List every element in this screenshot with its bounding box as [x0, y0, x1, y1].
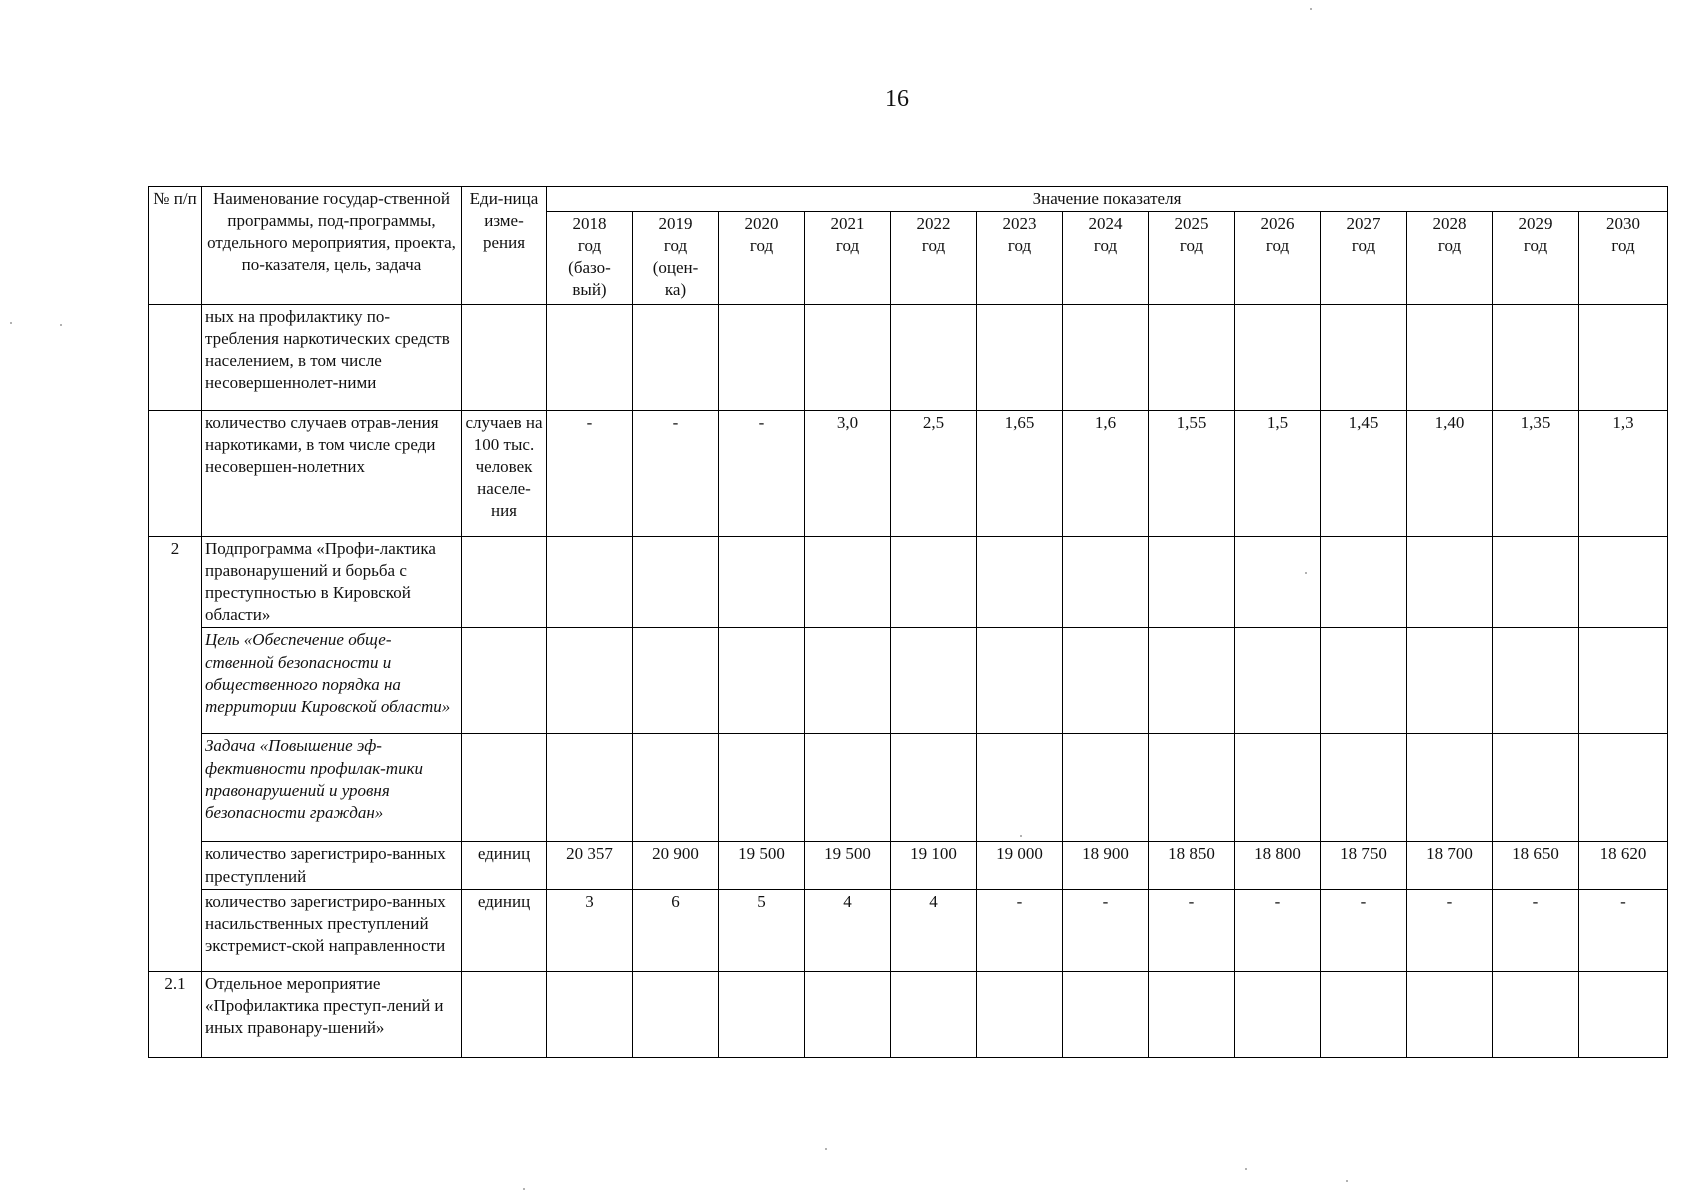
row-value: 4 — [891, 889, 977, 971]
row-value — [805, 628, 891, 734]
row-value: 18 800 — [1235, 842, 1321, 889]
row-name: количество зарегистриро-ванных преступлений — [202, 842, 462, 889]
scan-speck — [1245, 1168, 1247, 1170]
row-value — [805, 971, 891, 1057]
row-number: 2 — [149, 537, 202, 972]
scan-speck — [1310, 8, 1312, 10]
indicators-table — [148, 186, 1668, 1058]
row-value — [1235, 537, 1321, 628]
row-value — [1063, 537, 1149, 628]
row-value — [1063, 971, 1149, 1057]
row-value — [1493, 628, 1579, 734]
row-value — [891, 537, 977, 628]
header-year-line: год — [663, 236, 688, 256]
row-value: 18 650 — [1493, 842, 1579, 889]
row-value: 19 500 — [719, 842, 805, 889]
row-value: 18 900 — [1063, 842, 1149, 889]
row-value — [891, 971, 977, 1057]
header-year-line: 2029 — [1518, 214, 1553, 234]
row-value — [1321, 628, 1407, 734]
row-unit — [462, 734, 547, 842]
header-year-line: вый) — [572, 280, 607, 300]
header-year-line: (оцен- — [652, 258, 699, 278]
row-value — [719, 734, 805, 842]
header-year — [633, 212, 719, 305]
row-value — [1407, 734, 1493, 842]
row-value: 1,6 — [1063, 411, 1149, 537]
row-value: 1,35 — [1493, 411, 1579, 537]
page-number: 16 — [885, 86, 909, 112]
header-year-line: год — [1179, 236, 1204, 256]
row-value: - — [719, 411, 805, 537]
row-value — [1063, 305, 1149, 411]
row-number — [149, 411, 202, 537]
row-value — [1235, 734, 1321, 842]
row-name: Отдельное мероприятие «Профилактика преступ-лений и иных правонару-шений» — [202, 971, 462, 1057]
row-value: 18 620 — [1579, 842, 1668, 889]
table-row — [149, 734, 1668, 842]
row-value: 1,55 — [1149, 411, 1235, 537]
row-value — [633, 734, 719, 842]
scan-speck — [1305, 572, 1307, 574]
row-value — [1493, 537, 1579, 628]
row-value: 4 — [805, 889, 891, 971]
header-year-line: год — [921, 236, 946, 256]
table-header — [149, 187, 1668, 305]
row-value: 20 900 — [633, 842, 719, 889]
row-value — [891, 628, 977, 734]
header-year — [1063, 212, 1149, 305]
row-value: - — [1493, 889, 1579, 971]
row-unit — [462, 971, 547, 1057]
header-year-line: 2020 — [744, 214, 779, 234]
header-year-line: год — [1007, 236, 1032, 256]
row-value: 3 — [547, 889, 633, 971]
header-year-line: (базо- — [568, 258, 611, 278]
header-year-line: год — [749, 236, 774, 256]
row-value — [1149, 628, 1235, 734]
scan-speck — [60, 324, 62, 326]
header-year-line: 2019 — [658, 214, 693, 234]
row-value: - — [1321, 889, 1407, 971]
header-year-line: год — [1523, 236, 1548, 256]
row-value: - — [977, 889, 1063, 971]
header-year — [1579, 212, 1668, 305]
row-value — [1321, 537, 1407, 628]
row-value — [1579, 734, 1668, 842]
header-year — [547, 212, 633, 305]
row-value — [1407, 628, 1493, 734]
row-value — [1063, 628, 1149, 734]
header-year-line: год — [1351, 236, 1376, 256]
header-year-line: 2021 — [830, 214, 865, 234]
row-unit — [462, 628, 547, 734]
table-row — [149, 842, 1668, 889]
row-value — [1493, 305, 1579, 411]
header-year — [891, 212, 977, 305]
scan-speck — [10, 322, 12, 324]
scan-speck — [523, 1188, 525, 1190]
row-name: Цель «Обеспечение обще-ственной безопасности и общественного порядка на территории Кировской области» — [202, 628, 462, 734]
header-value-group: Значение показателя — [547, 187, 1668, 212]
header-year — [1321, 212, 1407, 305]
header-year — [1235, 212, 1321, 305]
row-value — [805, 537, 891, 628]
scan-speck — [1346, 1180, 1348, 1182]
row-value — [1579, 537, 1668, 628]
header-year-line: 2027 — [1346, 214, 1381, 234]
row-value: 19 000 — [977, 842, 1063, 889]
row-value — [1321, 305, 1407, 411]
table-body — [149, 305, 1668, 1058]
row-value — [1063, 734, 1149, 842]
row-value — [1149, 305, 1235, 411]
header-year — [1407, 212, 1493, 305]
header-name: Наименование государ-ственной программы, под-программы, отдельного мероприятия, проекта, по-казателя, цель, задача — [202, 187, 462, 305]
row-value: - — [547, 411, 633, 537]
row-name: количество зарегистриро-ванных насильственных преступлений экстремист-ской направленности — [202, 889, 462, 971]
header-year-line: год — [1437, 236, 1462, 256]
row-value — [1493, 971, 1579, 1057]
row-value — [1149, 537, 1235, 628]
row-name: Подпрограмма «Профи-лактика правонарушений и борьба с преступностью в Кировской области» — [202, 537, 462, 628]
header-year — [719, 212, 805, 305]
row-number: 2.1 — [149, 971, 202, 1057]
row-value — [1407, 305, 1493, 411]
row-value: 3,0 — [805, 411, 891, 537]
row-unit — [462, 305, 547, 411]
scan-speck — [825, 1148, 827, 1150]
table-row — [149, 971, 1668, 1057]
header-year-line: 2025 — [1174, 214, 1209, 234]
row-value: 5 — [719, 889, 805, 971]
row-value — [805, 305, 891, 411]
row-value: 1,3 — [1579, 411, 1668, 537]
header-unit: Еди-ница изме-рения — [462, 187, 547, 305]
row-value — [719, 305, 805, 411]
row-value — [1235, 971, 1321, 1057]
row-value — [805, 734, 891, 842]
row-value — [1579, 305, 1668, 411]
row-value — [977, 734, 1063, 842]
row-value — [547, 734, 633, 842]
row-value — [547, 628, 633, 734]
row-value: 19 500 — [805, 842, 891, 889]
row-value — [1407, 537, 1493, 628]
row-unit: случаев на 100 тыс. человек населе-ния — [462, 411, 547, 537]
row-value: - — [1063, 889, 1149, 971]
row-value — [891, 734, 977, 842]
row-value — [719, 628, 805, 734]
table-row — [149, 889, 1668, 971]
header-num: № п/п — [149, 187, 202, 305]
row-value — [1321, 734, 1407, 842]
row-value — [977, 628, 1063, 734]
row-number — [149, 305, 202, 411]
row-value — [977, 971, 1063, 1057]
row-value: 19 100 — [891, 842, 977, 889]
header-year — [977, 212, 1063, 305]
row-unit: единиц — [462, 842, 547, 889]
header-year-line: 2024 — [1088, 214, 1123, 234]
table-row — [149, 537, 1668, 628]
table-row — [149, 628, 1668, 734]
row-unit: единиц — [462, 889, 547, 971]
row-value — [1235, 628, 1321, 734]
row-unit — [462, 537, 547, 628]
row-value — [547, 537, 633, 628]
scan-speck — [1020, 835, 1022, 837]
row-value — [719, 537, 805, 628]
row-value — [977, 305, 1063, 411]
header-year-line: 2026 — [1260, 214, 1295, 234]
row-value — [633, 628, 719, 734]
row-value — [1235, 305, 1321, 411]
row-name: количество случаев отрав-ления наркотиками, в том числе среди несовершен-нолетних — [202, 411, 462, 537]
row-name: ных на профилактику по-требления наркотических средств населением, в том числе несовершеннолет-ними — [202, 305, 462, 411]
header-year-line: ка) — [664, 280, 687, 300]
row-value — [1149, 971, 1235, 1057]
header-year-line: 2023 — [1002, 214, 1037, 234]
table-row — [149, 411, 1668, 537]
row-value: 18 700 — [1407, 842, 1493, 889]
row-value: - — [1579, 889, 1668, 971]
row-value — [547, 971, 633, 1057]
header-year-line: 2030 — [1606, 214, 1640, 234]
row-value — [1149, 734, 1235, 842]
row-value — [977, 537, 1063, 628]
row-value — [719, 971, 805, 1057]
header-year — [1493, 212, 1579, 305]
row-value: - — [1235, 889, 1321, 971]
row-name: Задача «Повышение эф-фективности профилак-тики правонарушений и уровня безопасности граждан» — [202, 734, 462, 842]
row-value: 1,45 — [1321, 411, 1407, 537]
header-year-line: год — [1611, 236, 1635, 256]
row-value: 18 850 — [1149, 842, 1235, 889]
header-year-line: год — [577, 236, 602, 256]
row-value: 1,5 — [1235, 411, 1321, 537]
header-year — [805, 212, 891, 305]
header-year — [1149, 212, 1235, 305]
row-value — [1579, 971, 1668, 1057]
row-value: - — [1149, 889, 1235, 971]
row-value — [1579, 628, 1668, 734]
row-value: 6 — [633, 889, 719, 971]
row-value: - — [1407, 889, 1493, 971]
row-value — [1321, 971, 1407, 1057]
row-value — [891, 305, 977, 411]
row-value: 1,65 — [977, 411, 1063, 537]
row-value — [633, 305, 719, 411]
row-value — [633, 971, 719, 1057]
row-value — [1493, 734, 1579, 842]
header-year-line: год — [835, 236, 860, 256]
row-value: - — [633, 411, 719, 537]
header-year-line: 2022 — [916, 214, 951, 234]
row-value: 2,5 — [891, 411, 977, 537]
row-value — [547, 305, 633, 411]
row-value — [1407, 971, 1493, 1057]
row-value — [633, 537, 719, 628]
table-row — [149, 305, 1668, 411]
header-year-line: 2018 — [572, 214, 607, 234]
header-year-line: 2028 — [1432, 214, 1467, 234]
header-year-line: год — [1093, 236, 1118, 256]
row-value: 18 750 — [1321, 842, 1407, 889]
row-value: 20 357 — [547, 842, 633, 889]
row-value: 1,40 — [1407, 411, 1493, 537]
header-year-line: год — [1265, 236, 1290, 256]
